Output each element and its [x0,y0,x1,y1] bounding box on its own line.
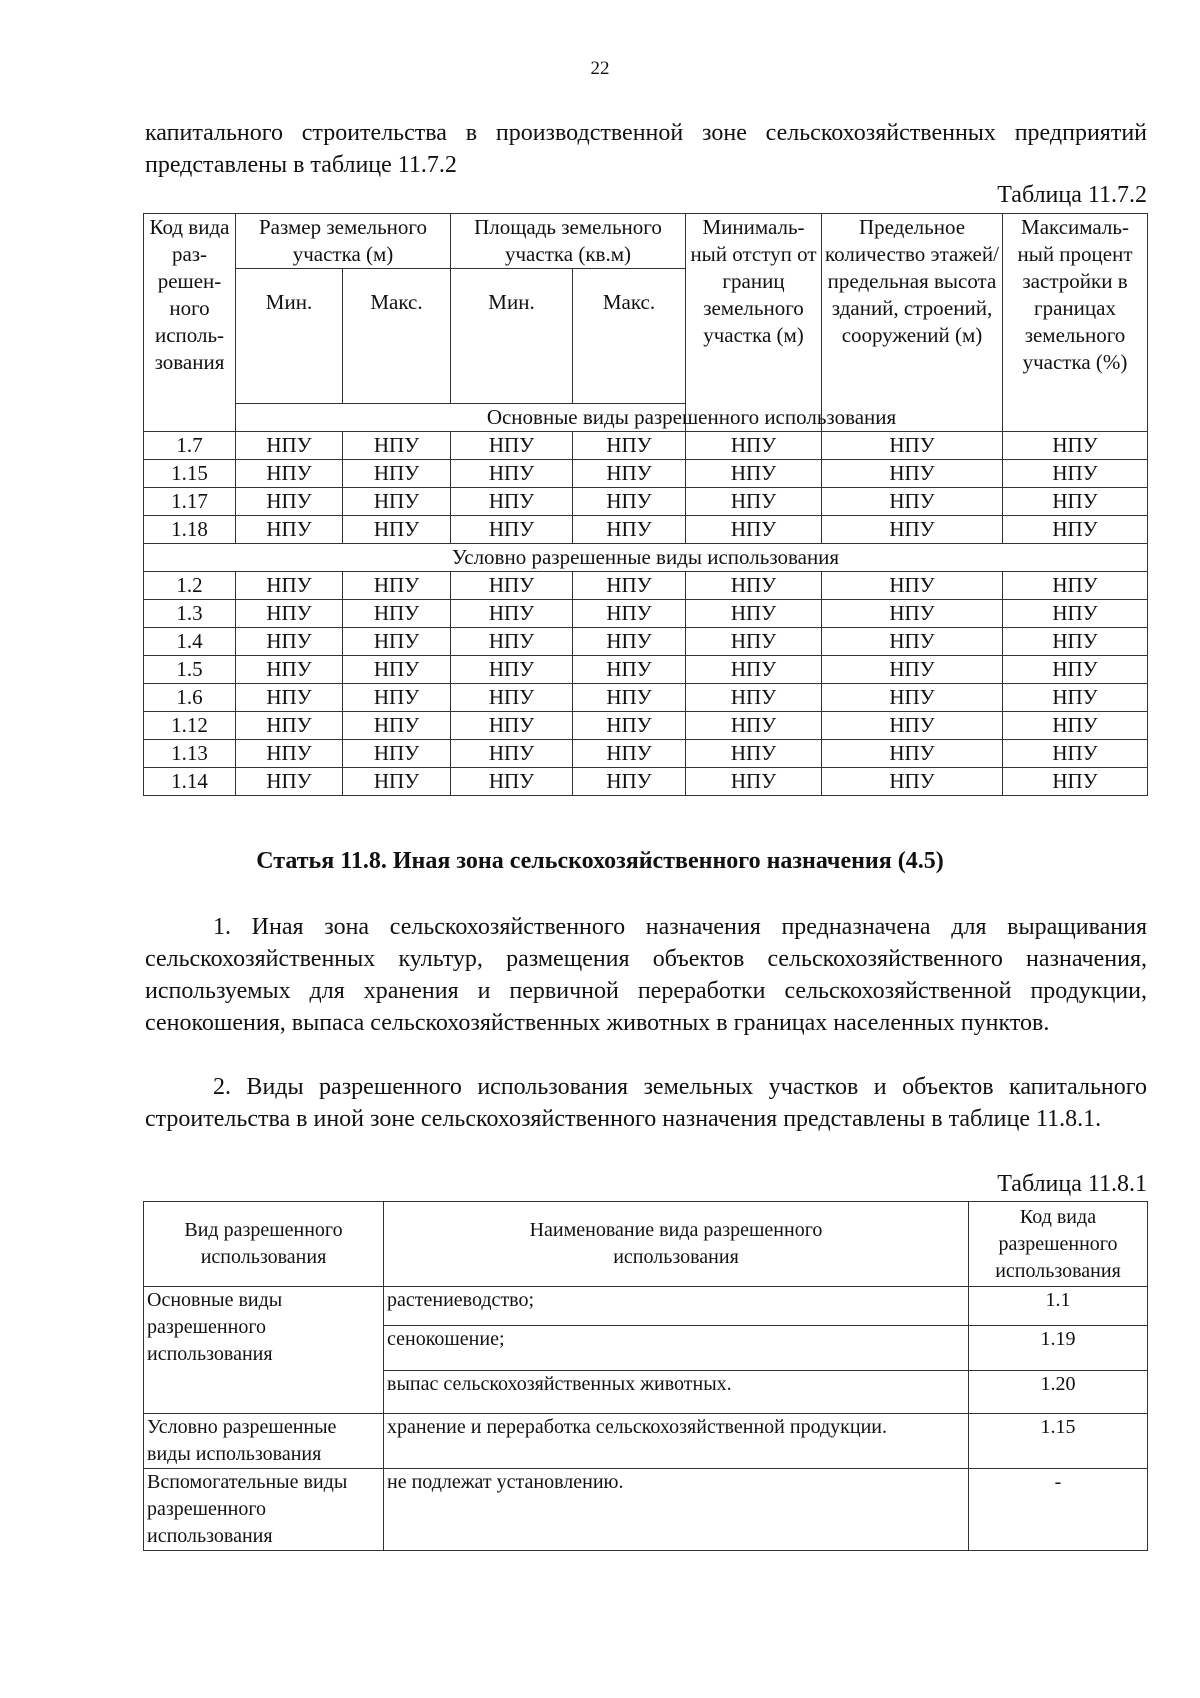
section-conditional: Условно разрешенные виды использования [144,544,1148,572]
value-cell: НПУ [1003,516,1148,544]
use-name-cell: хранение и переработка сельскохозяйственной продукции. [384,1414,969,1469]
code-cell: 1.2 [144,572,236,600]
value-cell: НПУ [822,712,1003,740]
value-cell: НПУ [236,516,343,544]
value-cell: НПУ [236,740,343,768]
value-cell: НПУ [451,656,573,684]
header-max-coverage: Максималь- ный процент застройки в границах земельного участка (%) [1003,214,1148,432]
header-max-floors: Предельное количество этажей/ предельная высота зданий, строений, сооружений (м) [822,214,1003,432]
value-cell: НПУ [236,684,343,712]
table-row [144,684,1148,712]
value-cell: НПУ [343,516,451,544]
value-cell: НПУ [1003,740,1148,768]
code-cell: 1.5 [144,656,236,684]
value-cell: НПУ [686,488,822,516]
value-cell: НПУ [343,768,451,796]
value-cell: НПУ [1003,460,1148,488]
value-cell: НПУ [822,684,1003,712]
value-cell: НПУ [343,656,451,684]
use-code-cell: 1.1 [969,1287,1148,1326]
value-cell: НПУ [573,684,686,712]
value-cell: НПУ [573,460,686,488]
value-cell: НПУ [686,712,822,740]
table-row [144,656,1148,684]
value-cell: НПУ [822,516,1003,544]
use-name-cell: сенокошение; [384,1326,969,1371]
code-cell: 1.17 [144,488,236,516]
table-row [144,1414,1148,1469]
code-cell: 1.6 [144,684,236,712]
value-cell: НПУ [1003,712,1148,740]
table2-body [144,1287,1148,1551]
value-cell: НПУ [343,460,451,488]
table-row [144,432,1148,460]
value-cell: НПУ [573,488,686,516]
value-cell: НПУ [822,740,1003,768]
header-type: Вид разрешенного использования [144,1202,384,1287]
table2-caption: Таблица 11.8.1 [997,1171,1147,1197]
table-row [144,628,1148,656]
use-name-cell: выпас сельскохозяйственных животных. [384,1371,969,1414]
value-cell: НПУ [573,432,686,460]
table-row [144,488,1148,516]
value-cell: НПУ [686,656,822,684]
section-main: Основные виды разрешенного использования [236,404,1148,432]
header-code: Код вида разрешенного использования [969,1202,1148,1287]
value-cell: НПУ [451,600,573,628]
value-cell: НПУ [1003,488,1148,516]
value-cell: НПУ [686,740,822,768]
table-row [144,516,1148,544]
value-cell: НПУ [1003,656,1148,684]
code-cell: 1.18 [144,516,236,544]
header-min: Мин. [236,269,343,404]
value-cell: НПУ [822,768,1003,796]
value-cell: НПУ [451,684,573,712]
value-cell: НПУ [451,516,573,544]
use-name-cell: растениеводство; [384,1287,969,1326]
value-cell: НПУ [343,600,451,628]
group-label: Вспомогательные виды разрешенного использования [144,1469,384,1551]
code-cell: 1.3 [144,600,236,628]
header-code: Код вида раз- решен- ного исполь- зования [144,214,236,432]
use-code-cell: - [969,1469,1148,1551]
value-cell: НПУ [573,740,686,768]
header-plot-size: Размер земельного участка (м) [236,214,451,269]
value-cell: НПУ [451,768,573,796]
value-cell: НПУ [573,712,686,740]
value-cell: НПУ [686,572,822,600]
table-row [144,1469,1148,1551]
value-cell: НПУ [236,432,343,460]
value-cell: НПУ [573,628,686,656]
value-cell: НПУ [451,460,573,488]
header-name: Наименование вида разрешенного использования [384,1202,969,1287]
value-cell: НПУ [1003,432,1148,460]
value-cell: НПУ [1003,768,1148,796]
code-cell: 1.15 [144,460,236,488]
use-name-cell: не подлежат установлению. [384,1469,969,1551]
value-cell: НПУ [686,628,822,656]
value-cell: НПУ [822,460,1003,488]
code-cell: 1.7 [144,432,236,460]
value-cell: НПУ [686,516,822,544]
value-cell: НПУ [343,740,451,768]
value-cell: НПУ [822,572,1003,600]
value-cell: НПУ [822,600,1003,628]
conditional-rows [144,572,1148,796]
code-cell: 1.13 [144,740,236,768]
value-cell: НПУ [573,516,686,544]
group-label: Основные виды разрешенного использования [144,1287,384,1414]
value-cell: НПУ [451,712,573,740]
value-cell: НПУ [343,684,451,712]
value-cell: НПУ [822,432,1003,460]
value-cell: НПУ [686,600,822,628]
value-cell: НПУ [343,488,451,516]
paragraph-1: 1. Иная зона сельскохозяйственного назначения предназначена для выращивания сельскохозяйственных культур, размещения объектов сельскохозяйственного назначения, используемых для хранения и первичной переработки сельскохозяйственной продукции, сенокошения, выпаса сельскохозяйственных животных в границах населенных пунктов. [145,914,1147,1036]
table-11-7-2 [143,213,1148,796]
table-row [144,572,1148,600]
value-cell: НПУ [236,572,343,600]
use-code-cell: 1.20 [969,1371,1148,1414]
value-cell: НПУ [343,572,451,600]
code-cell: 1.4 [144,628,236,656]
main-rows [144,432,1148,544]
value-cell: НПУ [573,572,686,600]
value-cell: НПУ [451,740,573,768]
value-cell: НПУ [236,488,343,516]
value-cell: НПУ [573,768,686,796]
code-cell: 1.12 [144,712,236,740]
value-cell: НПУ [686,684,822,712]
table-11-8-1 [143,1201,1148,1551]
table-row [144,768,1148,796]
header-max: Макс. [573,269,686,404]
table1-caption: Таблица 11.7.2 [997,182,1147,208]
code-cell: 1.14 [144,768,236,796]
table-row [144,1287,1148,1326]
value-cell: НПУ [1003,572,1148,600]
value-cell: НПУ [343,628,451,656]
value-cell: НПУ [343,432,451,460]
header-min: Мин. [451,269,573,404]
page-number: 22 [590,58,610,79]
intro-paragraph: капитального строительства в производственной зоне сельскохозяйственных предприятий представлены в таблице 11.7.2 [145,120,1147,178]
value-cell: НПУ [236,656,343,684]
value-cell: НПУ [451,628,573,656]
table-row [144,460,1148,488]
value-cell: НПУ [236,628,343,656]
value-cell: НПУ [1003,684,1148,712]
value-cell: НПУ [686,460,822,488]
value-cell: НПУ [236,768,343,796]
value-cell: НПУ [451,432,573,460]
group-label: Условно разрешенные виды использования [144,1414,384,1469]
use-code-cell: 1.15 [969,1414,1148,1469]
value-cell: НПУ [686,768,822,796]
value-cell: НПУ [236,600,343,628]
header-min-setback: Минималь- ный отступ от границ земельного участка (м) [686,214,822,432]
value-cell: НПУ [822,488,1003,516]
value-cell: НПУ [1003,628,1148,656]
table-row [144,740,1148,768]
value-cell: НПУ [1003,600,1148,628]
value-cell: НПУ [343,712,451,740]
value-cell: НПУ [451,572,573,600]
value-cell: НПУ [822,656,1003,684]
table-row [144,600,1148,628]
article-title: Статья 11.8. Иная зона сельскохозяйственного назначения (4.5) [256,848,944,874]
value-cell: НПУ [686,432,822,460]
header-plot-area: Площадь земельного участка (кв.м) [451,214,686,269]
value-cell: НПУ [236,460,343,488]
paragraph-2: 2. Виды разрешенного использования земельных участков и объектов капитального строительства в иной зоне сельскохозяйственного назначения представлены в таблице 11.8.1. [145,1074,1147,1132]
table-row [144,712,1148,740]
value-cell: НПУ [573,600,686,628]
value-cell: НПУ [573,656,686,684]
value-cell: НПУ [451,488,573,516]
use-code-cell: 1.19 [969,1326,1148,1371]
value-cell: НПУ [236,712,343,740]
value-cell: НПУ [822,628,1003,656]
header-max: Макс. [343,269,451,404]
